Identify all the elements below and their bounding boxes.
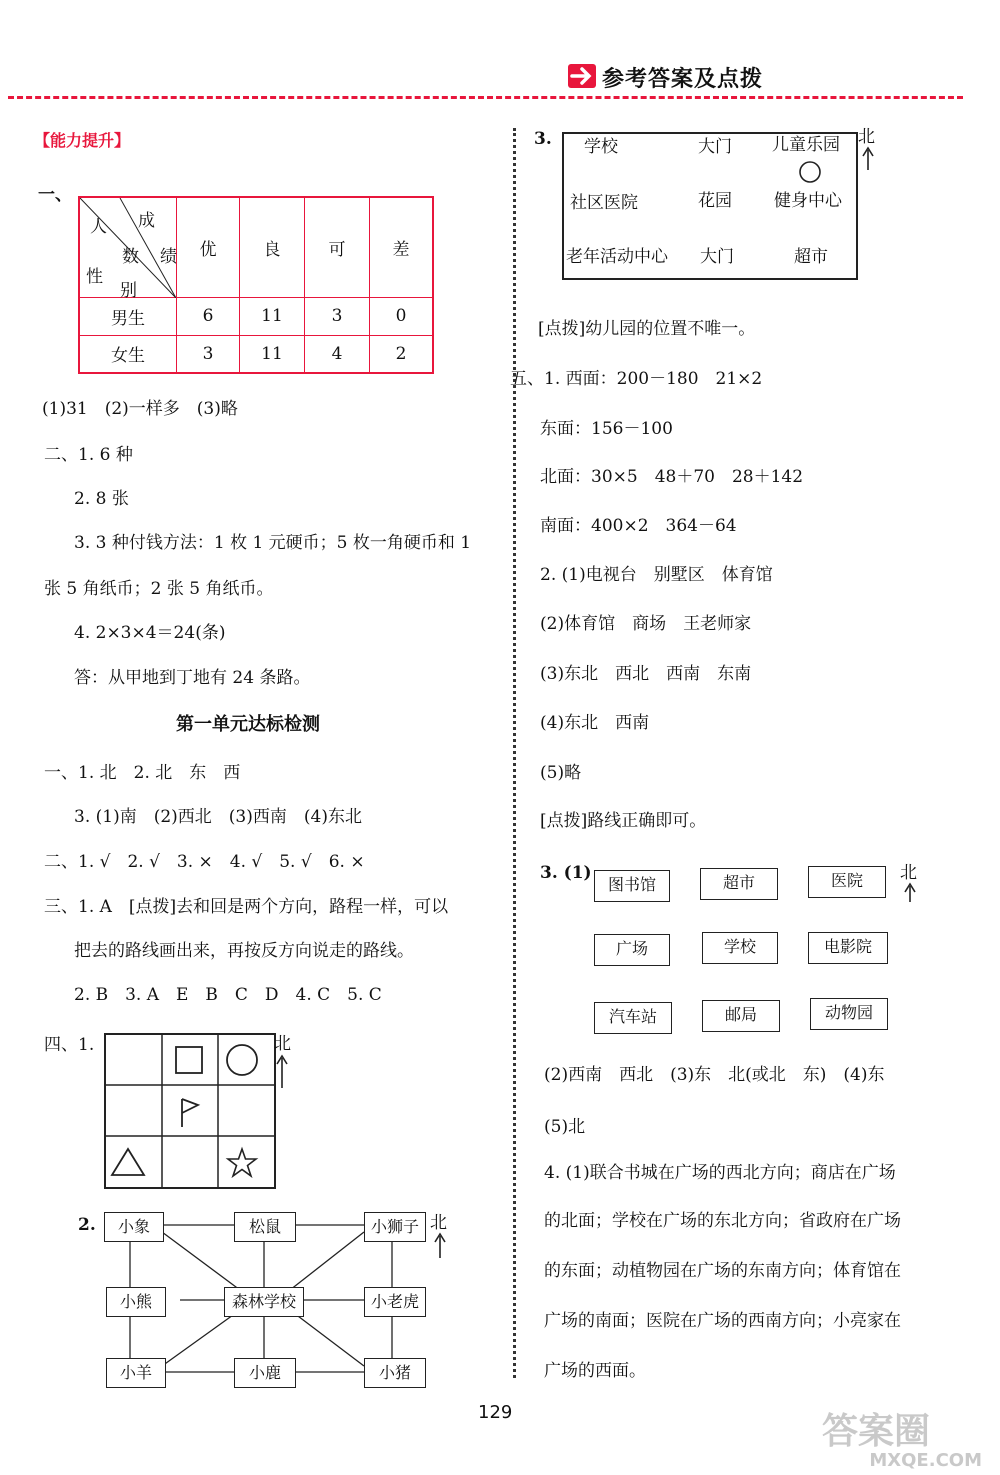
- place-xuexiao: 学校: [584, 137, 618, 157]
- shape-grid: [104, 1033, 276, 1189]
- place-chaoshi: 超市: [794, 247, 828, 267]
- u3-2: 2. B 3. A E B C D 4. C 5. C: [74, 985, 382, 1005]
- place-shequyiyuan: 社区医院: [570, 193, 638, 213]
- shape-grid-svg: [106, 1035, 274, 1187]
- q2-4: 4. 2×3×4＝24(条): [74, 623, 226, 643]
- w3: 北面：30×5 48＋70 28＋142: [540, 467, 804, 487]
- diag-ren: 人: [90, 217, 107, 237]
- node-xiaoxiong: 小熊: [106, 1287, 166, 1317]
- cell-value: 3: [305, 297, 370, 335]
- row-label: 男生: [79, 297, 177, 335]
- node-xiaolu: 小鹿: [234, 1358, 296, 1388]
- cell-value: 4: [305, 335, 370, 373]
- p4-line: 的东面；动植物园在广场的东南方向；体育馆在: [544, 1261, 901, 1281]
- node-xiaolaohu: 小老虎: [364, 1287, 426, 1317]
- q2-answer: 答：从甲地到丁地有 24 条路。: [74, 668, 311, 688]
- watermark-logo: [822, 1412, 982, 1470]
- place-dongwuyuan: 动物园: [810, 998, 888, 1030]
- place-damen: 大门: [698, 137, 732, 157]
- p2-1: 2. (1)电视台 别墅区 体育馆: [540, 565, 773, 585]
- w2: 东面：156－100: [540, 419, 673, 439]
- cell-value: 0: [370, 297, 434, 335]
- north-label: 北: [858, 127, 875, 147]
- node-xiaozhu: 小猪: [364, 1358, 426, 1388]
- q1-label: 一、: [38, 185, 72, 205]
- p4-line: 广场的西面。: [544, 1361, 646, 1381]
- node-senlinxuexiao: 森林学校: [224, 1287, 304, 1317]
- table-row: [79, 297, 433, 335]
- grade-header: 差: [370, 197, 434, 297]
- place-damen2: 大门: [700, 247, 734, 267]
- p2-5: (5)略: [540, 763, 582, 783]
- cell-value: 11: [240, 297, 305, 335]
- north-label: 北: [274, 1034, 291, 1054]
- table-row: [79, 335, 433, 373]
- watermark-big: 答案圈: [822, 1411, 931, 1452]
- p3-answer-b: (5)北: [544, 1117, 586, 1137]
- header-arrow-icon: [568, 64, 596, 88]
- p4-line: 4. (1)联合书城在广场的西北方向；商店在广场: [544, 1163, 896, 1183]
- node-songshu: 松鼠: [234, 1212, 296, 1242]
- row-label: 女生: [79, 335, 177, 373]
- p2-3: (3)东北 西北 西南 东南: [540, 664, 752, 684]
- score-table: [78, 196, 434, 374]
- grade-header: 优: [177, 197, 240, 297]
- page-number: 129: [478, 1402, 513, 1423]
- p3-answer-a: (2)西南 西北 (3)东 北(或北 东) (4)东: [544, 1065, 885, 1085]
- north-arrow-icon: [904, 882, 916, 904]
- ability-tag: 【能力提升】: [34, 131, 131, 150]
- node-xiaoshizi: 小狮子: [364, 1212, 426, 1242]
- place-youju: 邮局: [702, 1000, 780, 1032]
- p2-4: (4)东北 西南: [540, 713, 650, 733]
- place-qichezhan: 汽车站: [594, 1002, 672, 1034]
- u1-1: 一、1. 北 2. 北 东 西: [44, 763, 241, 783]
- place-laonianhuodong: 老年活动中心: [566, 247, 668, 267]
- p3-label: 3. (1): [540, 863, 592, 883]
- north-label: 北: [900, 863, 917, 883]
- q3-label: 3.: [534, 129, 552, 149]
- diag-shu: 数: [122, 247, 139, 267]
- north-label: 北: [430, 1213, 447, 1233]
- place-huayuan: 花园: [698, 191, 732, 211]
- w1: 五、1. 西面：200－180 21×2: [510, 369, 763, 389]
- tip-1: [点拨]幼儿园的位置不唯一。: [538, 319, 756, 339]
- place-xuexiao-2: 学校: [702, 932, 778, 964]
- north-arrow-icon: [276, 1054, 288, 1090]
- cell-value: 2: [370, 335, 434, 373]
- node-xiaoxiang: 小象: [104, 1212, 164, 1242]
- grade-header: 良: [240, 197, 305, 297]
- place-yiyuan: 医院: [808, 866, 886, 898]
- unit-title: 第一单元达标检测: [176, 714, 320, 735]
- q2-1: 二、1. 6 种: [44, 445, 133, 465]
- watermark-small: MXQE.COM: [869, 1450, 982, 1471]
- p4-line: 的北面；学校在广场的东北方向；省政府在广场: [544, 1211, 901, 1231]
- place-dianyingyuan: 电影院: [808, 932, 888, 964]
- diag-cheng: 成: [138, 211, 155, 231]
- north-arrow-icon: [862, 146, 874, 172]
- diag-bie: 别: [120, 281, 137, 301]
- u4-1: 四、1.: [44, 1035, 95, 1055]
- cell-value: 11: [240, 335, 305, 373]
- grade-header: 可: [305, 197, 370, 297]
- diag-ji: 绩: [160, 247, 177, 267]
- w4: 南面：400×2 364－64: [540, 516, 737, 536]
- u2: 二、1. √ 2. √ 3. × 4. √ 5. √ 6. ×: [44, 852, 365, 872]
- u1-3: 3. (1)南 (2)西北 (3)西南 (4)东北: [74, 807, 362, 827]
- q2-3a: 3. 3 种付钱方法：1 枚 1 元硬币；5 枚一角硬币和 1: [74, 533, 472, 553]
- diag-xing: 性: [86, 267, 103, 287]
- p2-2: (2)体育馆 商场 王老师家: [540, 614, 752, 634]
- q2-3b: 张 5 角纸币；2 张 5 角纸币。: [44, 579, 274, 599]
- u3-1b: 把去的路线画出来，再按反方向说走的路线。: [74, 941, 414, 961]
- place-guangchang: 广场: [594, 934, 670, 966]
- kindergarten-circle-icon: [798, 160, 822, 184]
- p4-line: 广场的南面；医院在广场的西南方向；小亮家在: [544, 1311, 901, 1331]
- q1-answers: (1)31 (2)一样多 (3)略: [42, 399, 238, 419]
- u4-2: 2.: [78, 1215, 96, 1235]
- cell-value: 6: [177, 297, 240, 335]
- place-chaoshi-2: 超市: [700, 868, 778, 900]
- diagonal-header-cell: [79, 197, 177, 301]
- place-ertongleyuan: 儿童乐园: [772, 135, 840, 155]
- column-divider: [513, 128, 516, 1378]
- north-arrow-icon: [434, 1232, 446, 1260]
- header-divider: [8, 96, 963, 99]
- place-tushuguan: 图书馆: [594, 870, 670, 902]
- node-xiaoyang: 小羊: [106, 1358, 166, 1388]
- header-title: 参考答案及点拨: [602, 67, 764, 92]
- q2-2: 2. 8 张: [74, 489, 129, 509]
- cell-value: 3: [177, 335, 240, 373]
- place-jianshenzhongxin: 健身中心: [774, 191, 842, 211]
- u3-1a: 三、1. A [点拨]去和回是两个方向，路程一样，可以: [44, 897, 449, 917]
- tip-2: [点拨]路线正确即可。: [540, 811, 707, 831]
